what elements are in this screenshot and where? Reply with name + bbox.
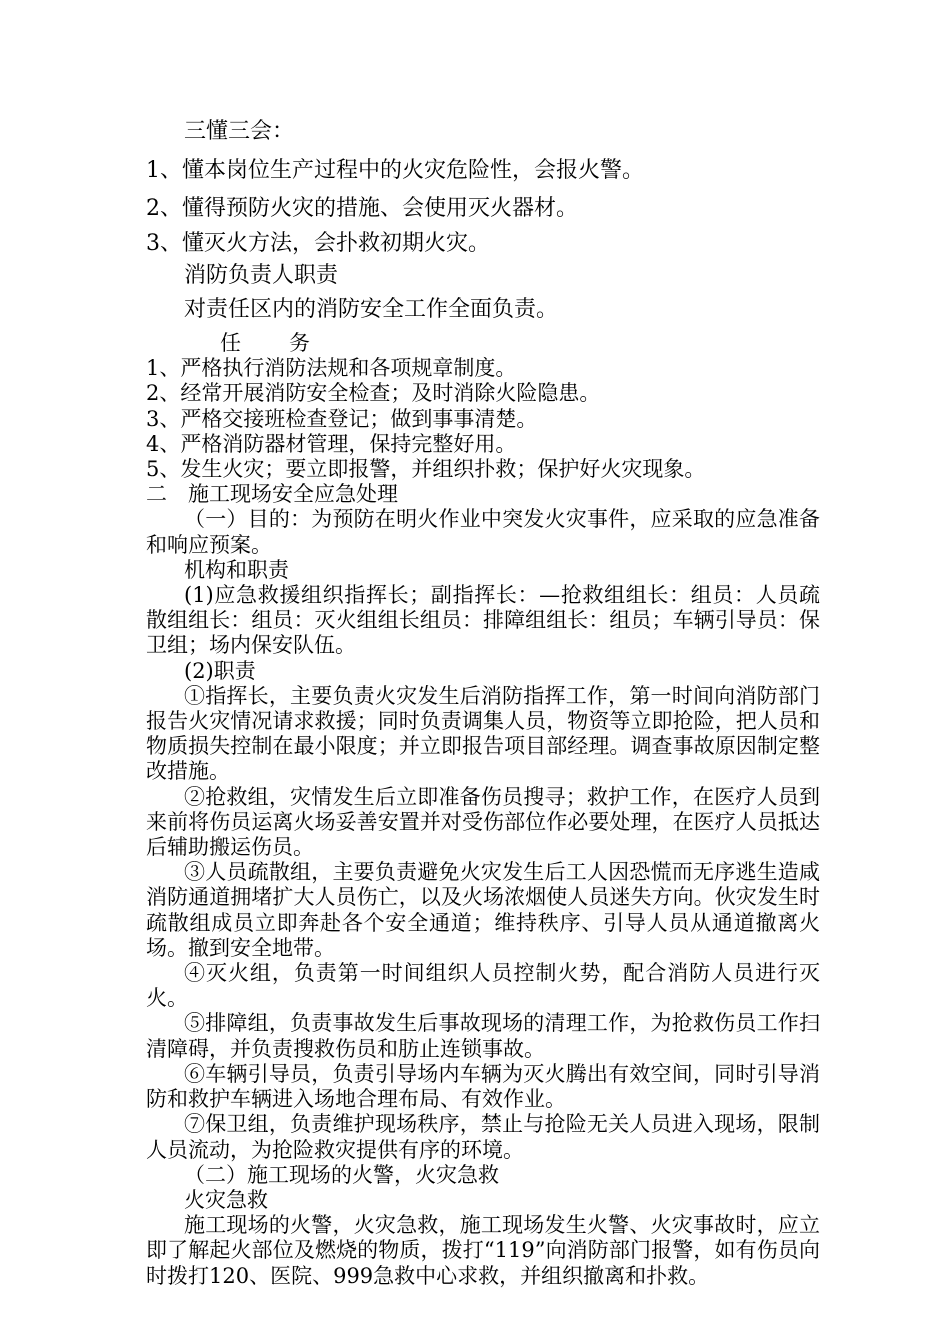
list-item: 4、严格消防器材管理，保持完整好用。 [146,431,517,456]
purpose-paragraph: （一）目的：为预防在明火作业中突发火灾事件，应采取的应急准备和响应预案。 [146,507,820,557]
duty-paragraph: ⑤排障组，负责事故发生后事故现场的清理工作，为抢救伤员工作扫清障碍，并负责搜救伤员和肪止连锁事故。 [146,1011,820,1061]
duty-paragraph: ②抢救组，灾情发生后立即准备伤员搜寻；救护工作，在医疗人员到来前将伤员运离火场妥善安置并对受伤部位作必要处理，在医疗人员抵达后辅助搬运伤员。 [146,784,820,860]
role-title: 消防负责人职责 [184,263,339,288]
alarm-title: （二）施工现场的火警，火灾急救 [184,1162,499,1187]
list-item: 2、经常开展消防安全检查；及时消除火险隐患。 [146,381,601,406]
list-item: 2、懂得预防火灾的措施、会使用灭火器材。 [146,196,578,221]
org-members-paragraph: (1)应急救援组织指挥长；副指挥长：—抢救组组长：组员：人员疏散组组长：组员：灭火组组长组员：排障组组长：组员；车辆引导员：保卫组；场内保安队伍。 [146,583,820,658]
list-item: 3、严格交接班检查登记；做到事事清楚。 [146,406,538,431]
document-page [146,0,820,1344]
list-item: 5、发生火灾；要立即报警，并组织扑救；保护好火灾现象。 [146,457,706,482]
duty-paragraph: ①指挥长，主要负责火灾发生后消防指挥工作，第一时间向消防部门报告火灾情况请求救援；同时负责调集人员，物资等立即抢险，把人员和物质损失控制在最小限度；并立即报告项目部经理。调查事故原因制定整改措施。 [146,683,820,784]
duty-paragraph: ⑥车辆引导员，负责引导场内车辆为灭火腾出有效空间，同时引导消防和救护车辆进入场地合理布局、有效作业。 [146,1061,820,1112]
list-item: 3、懂灭火方法，会扑救初期火灾。 [146,231,490,256]
list-item: 1、严格执行消防法规和各项规章制度。 [146,356,517,381]
emergency-paragraph: 施工现场的火警，火灾急救，施工现场发生火警、火灾事故时，应立即了解起火部位及燃烧的物质，拨打“119”向消防部门报警，如有伤员向时拨打120、医院、999急救中心求救，并组织撤离和扑救。 [146,1213,820,1288]
role-description: 对责任区内的消防安全工作全面负责。 [184,297,559,322]
duty-paragraph: ④灭火组，负责第一时间组织人员控制火势，配合消防人员进行灭火。 [146,961,820,1011]
main-section [146,331,820,1289]
duty-paragraph: ⑦保卫组，负责维护现场秩序，禁止与抢险无关人员进入现场，限制人员流动，为抢险救灾提供有序的环境。 [146,1112,820,1162]
duties-title: (2)职责 [184,658,256,683]
org-title: 机构和职责 [184,557,289,582]
duty-paragraph: ③人员疏散组，主要负责避免火灾发生后工人因恐慌而无序逃生造咸消防通道拥堵扩大人员伤亡，以及火场浓烟使人员迷失方向。伙灾发生时疏散组成员立即奔赴各个安全通道；维持秩序、引导人员从通道撤离火场。撤到安全地带。 [146,860,820,960]
heading-san-dong-san-hui: 三懂三会： [184,119,295,144]
list-item: 1、懂本岗位生产过程中的火灾危险性，会报火警。 [146,158,644,183]
section-title: 二 施工现场安全应急处理 [146,482,398,507]
emergency-title: 火灾急救 [184,1187,268,1212]
tasks-heading: 任 务 [220,331,310,355]
